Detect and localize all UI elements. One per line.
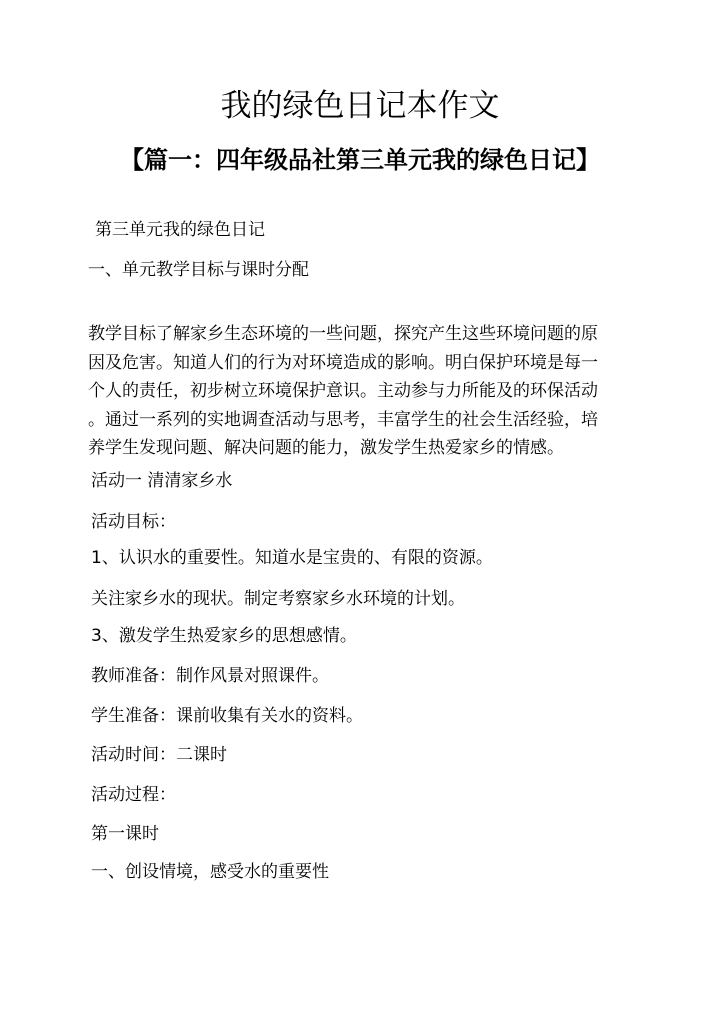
activity-time: 活动时间：二课时 <box>91 745 227 765</box>
activity-title: 活动一 清清家乡水 <box>91 471 233 491</box>
teacher-prep: 教师准备：制作风景对照课件。 <box>91 666 329 686</box>
goal-item-2: 关注家乡水的现状。制定考察家乡水环境的计划。 <box>91 589 465 609</box>
document-title: 我的绿色日记本作文 <box>220 88 500 124</box>
goal-item-1: 1、认识水的重要性。知道水是宝贵的、有限的资源。 <box>91 548 493 568</box>
unit-heading: 一、单元教学目标与课时分配 <box>88 260 309 280</box>
section-heading: 第三单元我的绿色日记 <box>95 220 265 240</box>
objective-line: 。通过一系列的实地调查活动与思考，丰富学生的社会生活经验，培 <box>88 409 598 430</box>
objective-line: 教学目标了解家乡生态环境的一些问题，探究产生这些环境问题的原 <box>88 324 598 344</box>
activity-goals-label: 活动目标： <box>91 512 176 532</box>
objective-paragraph <box>88 320 636 463</box>
student-prep: 学生准备：课前收集有关水的资料。 <box>91 706 363 726</box>
activity-process: 活动过程： <box>91 785 176 805</box>
objective-line: 因及危害。知道人们的行为对环境造成的影响。明白保护环境是每一 <box>88 352 598 373</box>
goal-item-3: 3、激发学生热爱家乡的思想感情。 <box>91 626 357 646</box>
objective-line: 养学生发现问题、解决问题的能力，激发学生热爱家乡的情感。 <box>88 438 564 459</box>
document-subtitle: 【篇一：四年级品社第三单元我的绿色日记】 <box>120 145 600 174</box>
step-heading: 一、创设情境，感受水的重要性 <box>91 862 329 882</box>
objective-line: 个人的责任，初步树立环境保护意识。主动参与力所能及的环保活动 <box>88 381 598 402</box>
lesson-heading: 第一课时 <box>91 824 159 844</box>
